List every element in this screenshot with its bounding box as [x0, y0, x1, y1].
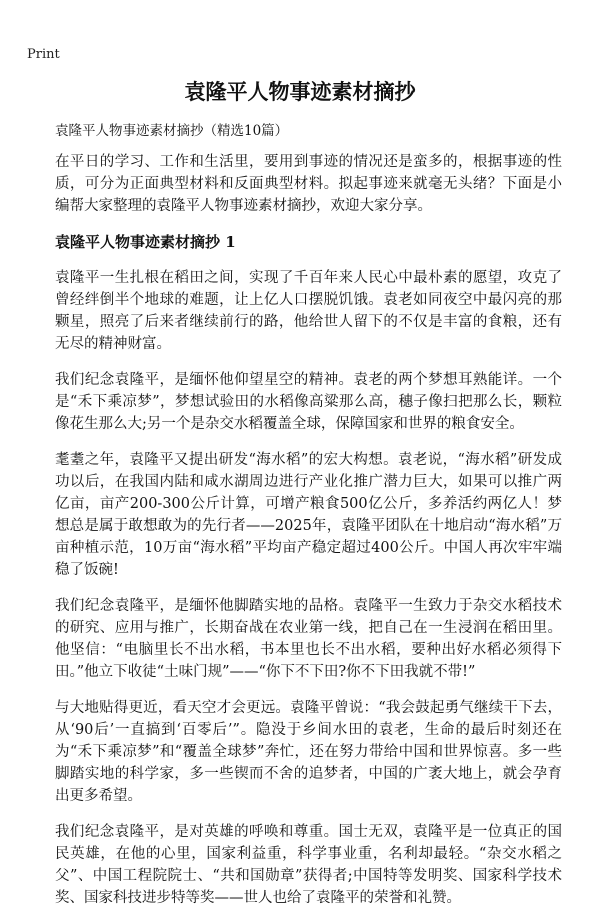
document-title: 袁隆平人物事迹素材摘抄: [184, 79, 416, 104]
section-heading: 袁隆平人物事迹素材摘抄 1: [55, 233, 236, 251]
body-paragraph: 与大地贴得更近，看天空才会更远。袁隆平曾说：“我会鼓起勇气继续干下去，从‘90后’一直搞到‘百零后’”。隐没于乡间水田的袁老，生命的最后时刻还在为“禾下乘凉梦”和“覆盖全球梦”奔忙，还在努力带给中国和世界惊喜。多一些脚踏实地的科学家，多一些锲而不舍的追梦者，中国的广袤大地上，就会孕育出更多希望。: [55, 700, 562, 804]
document-body: [55, 151, 562, 923]
intro-paragraph: 在平日的学习、工作和生活里，要用到事迹的情况还是蛮多的，根据事迹的性质，可分为正面典型材料和反面典型材料。拟起事迹来就毫无头绪？下面是小编帮大家整理的袁隆平人物事迹素材摘抄，欢迎大家分享。: [55, 154, 562, 214]
print-link[interactable]: Print: [27, 47, 60, 62]
body-paragraph: 耄耋之年，袁隆平又提出研发“海水稻”的宏大构想。袁老说，“海水稻”研发成功以后，在我国内陆和咸水湖周边进行产业化推广潜力巨大，如果可以推广两亿亩，亩产200-300公斤计算，可增产粮食500亿公斤，多养活约两亿人！梦想总是属于敢想敢为的先行者——2025年，袁隆平团队在十地启动“海水稻”万亩种植示范，10万亩“海水稻”平均亩产稳定超过400公斤。中国人再次牢牢端稳了饭碗!: [55, 452, 562, 578]
body-paragraph: 我们纪念袁隆平，是缅怀他脚踏实地的品格。袁隆平一生致力于杂交水稻技术的研究、应用与推广，长期奋战在农业第一线，把自己在一生浸润在稻田里。他坚信：“电脑里长不出水稻，书本里也长不出水稻，要种出好水稻必须得下田。”他立下收徒“土味门规”——“你下不下田?你不下田我就不带!”: [55, 598, 562, 680]
body-paragraph: 袁隆平一生扎根在稻田之间，实现了千百年来人民心中最朴素的愿望，攻克了曾经绊倒半个地球的难题，让上亿人口摆脱饥饿。袁老如同夜空中最闪亮的那颗星，照亮了后来者继续前行的路，他给世人留下的不仅是丰富的食粮，还有无尽的精神财富。: [55, 270, 562, 352]
document-subtitle: 袁隆平人物事迹素材摘抄（精选10篇）: [55, 123, 289, 139]
body-paragraph: 我们纪念袁隆平，是缅怀他仰望星空的精神。袁老的两个梦想耳熟能详。一个是“禾下乘凉梦”，梦想试验田的水稻像高粱那么高，穗子像扫把那么长，颗粒像花生那么大;另一个是杂交水稻覆盖全球，保障国家和世界的粮食安全。: [55, 372, 562, 432]
body-paragraph: 我们纪念袁隆平，是对英雄的呼唤和尊重。国士无双，袁隆平是一位真正的国民英雄，在他的心里，国家利益重，科学事业重，名利却最轻。“杂交水稻之父”、中国工程院院士、“共和国勋章”获得者;中国特等发明奖、国家科学技术奖、国家科技进步特等奖——世人也给了袁隆平的荣誉和礼赞。: [55, 824, 562, 906]
